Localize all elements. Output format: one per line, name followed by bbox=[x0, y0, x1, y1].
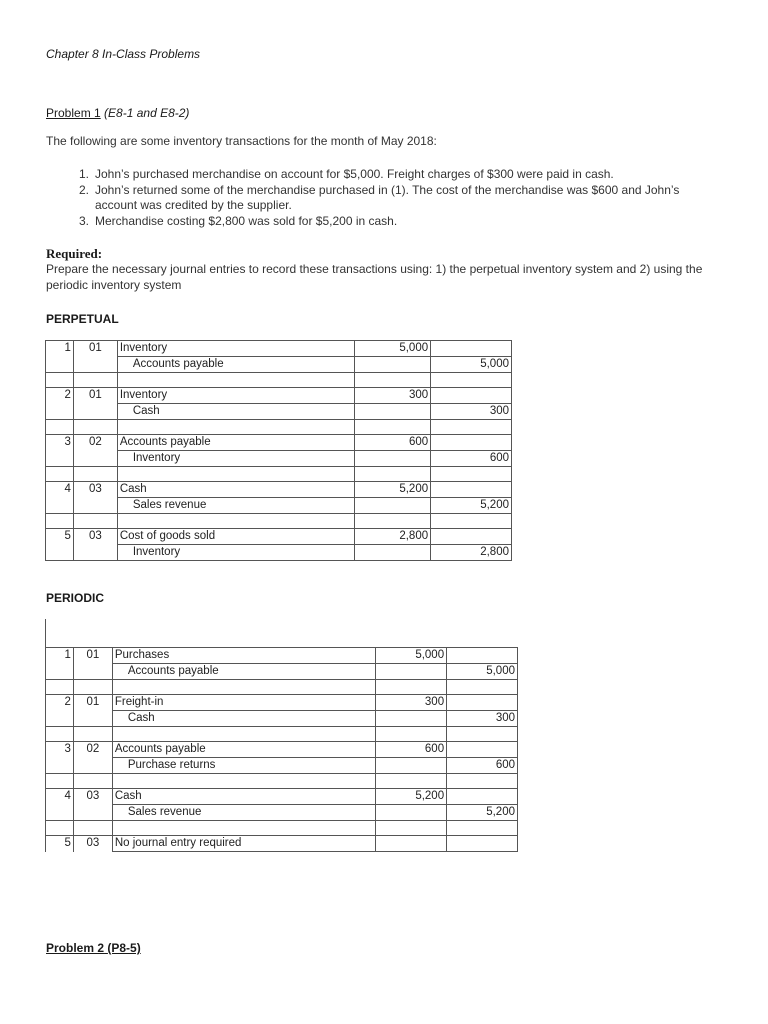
debit-amount: 2,800 bbox=[355, 529, 431, 545]
spacer-cell bbox=[73, 514, 117, 529]
credit-account: Sales revenue bbox=[112, 805, 375, 821]
journal-debit-row bbox=[46, 341, 512, 357]
debit-account: No journal entry required bbox=[112, 836, 375, 852]
entry-date: 02 bbox=[73, 435, 117, 451]
journal-debit-row bbox=[46, 742, 518, 758]
credit-amount: 300 bbox=[431, 404, 512, 420]
credit-amount: 5,000 bbox=[447, 664, 518, 680]
spacer-cell bbox=[376, 727, 447, 742]
journal-debit-row bbox=[46, 482, 512, 498]
required-label: Required: bbox=[46, 246, 103, 261]
debit-blank bbox=[376, 805, 447, 821]
debit-blank bbox=[355, 357, 431, 373]
spacer-cell bbox=[431, 373, 512, 388]
transaction-list bbox=[62, 167, 712, 229]
credit-blank bbox=[431, 341, 512, 357]
debit-amount: 600 bbox=[355, 435, 431, 451]
journal-credit-row bbox=[46, 404, 512, 420]
problem-1-heading bbox=[46, 106, 189, 120]
debit-blank bbox=[376, 711, 447, 727]
debit-blank bbox=[355, 451, 431, 467]
entry-number: 5 bbox=[46, 529, 74, 545]
spacer-cell bbox=[431, 467, 512, 482]
text-cursor bbox=[45, 619, 46, 647]
debit-account: Accounts payable bbox=[117, 435, 354, 451]
entry-number: 2 bbox=[46, 695, 74, 711]
debit-amount: 300 bbox=[355, 388, 431, 404]
spacer-cell bbox=[376, 821, 447, 836]
spacer-cell bbox=[376, 774, 447, 789]
debit-amount: 600 bbox=[376, 742, 447, 758]
credit-account: Cash bbox=[112, 711, 375, 727]
entry-date: 01 bbox=[73, 648, 112, 664]
entry-date: 03 bbox=[73, 482, 117, 498]
debit-account: Freight-in bbox=[112, 695, 375, 711]
journal-credit-row bbox=[46, 545, 512, 561]
spacer-cell bbox=[431, 514, 512, 529]
problem-2-ref: (P8-5) bbox=[107, 941, 141, 955]
entry-date: 01 bbox=[73, 388, 117, 404]
spacer-cell bbox=[46, 514, 74, 529]
entry-date-blank bbox=[73, 451, 117, 467]
journal-credit-row bbox=[46, 711, 518, 727]
credit-amount: 600 bbox=[447, 758, 518, 774]
credit-account: Inventory bbox=[117, 545, 354, 561]
journal-debit-row bbox=[46, 648, 518, 664]
spacer-cell bbox=[46, 373, 74, 388]
debit-amount: 5,200 bbox=[376, 789, 447, 805]
journal-spacer-row bbox=[46, 420, 512, 435]
entry-number-blank bbox=[46, 758, 74, 774]
entry-date: 01 bbox=[73, 341, 117, 357]
entry-number-blank bbox=[46, 711, 74, 727]
credit-blank bbox=[447, 836, 518, 852]
entry-number-blank bbox=[46, 404, 74, 420]
spacer-cell bbox=[73, 774, 112, 789]
entry-date-blank bbox=[73, 498, 117, 514]
credit-amount: 5,200 bbox=[447, 805, 518, 821]
spacer-cell bbox=[46, 420, 74, 435]
list-item bbox=[62, 167, 712, 183]
credit-account: Sales revenue bbox=[117, 498, 354, 514]
entry-date-blank bbox=[73, 545, 117, 561]
entry-date-blank bbox=[73, 711, 112, 727]
credit-account: Accounts payable bbox=[112, 664, 375, 680]
spacer-cell bbox=[46, 774, 74, 789]
debit-blank bbox=[355, 545, 431, 561]
journal-spacer-row bbox=[46, 821, 518, 836]
entry-date: 03 bbox=[73, 836, 112, 852]
entry-number: 3 bbox=[46, 435, 74, 451]
list-item-text: Merchandise costing $2,800 was sold for $5,200 in cash. bbox=[95, 213, 398, 228]
list-item-text: John’s returned some of the merchandise purchased in (1). The cost of the merchandise was $600 and John’s account was credited by the supplier. bbox=[95, 182, 680, 212]
entry-number: 3 bbox=[46, 742, 74, 758]
debit-account: Accounts payable bbox=[112, 742, 375, 758]
spacer-cell bbox=[355, 420, 431, 435]
spacer-cell bbox=[73, 727, 112, 742]
journal-spacer-row bbox=[46, 680, 518, 695]
journal-body bbox=[46, 648, 518, 852]
entry-number-blank bbox=[46, 805, 74, 821]
spacer-cell bbox=[355, 467, 431, 482]
list-item-number: 1. bbox=[78, 167, 89, 181]
journal-debit-row bbox=[46, 695, 518, 711]
journal-credit-row bbox=[46, 664, 518, 680]
spacer-cell bbox=[117, 373, 354, 388]
spacer-cell bbox=[73, 467, 117, 482]
credit-amount: 5,200 bbox=[431, 498, 512, 514]
perpetual-heading: PERPETUAL bbox=[46, 312, 119, 326]
journal-spacer-row bbox=[46, 373, 512, 388]
credit-blank bbox=[447, 648, 518, 664]
problem-1-intro: The following are some inventory transactions for the month of May 2018: bbox=[46, 134, 437, 148]
entry-number: 1 bbox=[46, 648, 74, 664]
debit-blank bbox=[376, 758, 447, 774]
debit-amount bbox=[376, 836, 447, 852]
journal-debit-row bbox=[46, 388, 512, 404]
journal-credit-row bbox=[46, 805, 518, 821]
entry-number: 5 bbox=[46, 836, 74, 852]
credit-blank bbox=[447, 789, 518, 805]
entry-number-blank bbox=[46, 357, 74, 373]
spacer-cell bbox=[376, 680, 447, 695]
journal-debit-row bbox=[46, 836, 518, 852]
credit-blank bbox=[431, 435, 512, 451]
spacer-cell bbox=[431, 420, 512, 435]
credit-blank bbox=[431, 482, 512, 498]
credit-blank bbox=[447, 695, 518, 711]
credit-amount: 600 bbox=[431, 451, 512, 467]
debit-account: Inventory bbox=[117, 388, 354, 404]
journal-debit-row bbox=[46, 789, 518, 805]
journal-credit-row bbox=[46, 498, 512, 514]
spacer-cell bbox=[73, 821, 112, 836]
journal-body bbox=[46, 341, 512, 561]
periodic-journal-table bbox=[45, 647, 518, 852]
required-text: Prepare the necessary journal entries to record these transactions using: 1) the perpetual inventory system and 2) using the periodic inventory system bbox=[46, 262, 703, 292]
spacer-cell bbox=[117, 514, 354, 529]
spacer-cell bbox=[73, 680, 112, 695]
spacer-cell bbox=[112, 680, 375, 695]
credit-account: Accounts payable bbox=[117, 357, 354, 373]
debit-account: Purchases bbox=[112, 648, 375, 664]
problem-1-label: Problem 1 bbox=[46, 106, 101, 120]
problem-2-heading bbox=[46, 941, 141, 955]
entry-date-blank bbox=[73, 758, 112, 774]
journal-credit-row bbox=[46, 357, 512, 373]
credit-amount: 5,000 bbox=[431, 357, 512, 373]
debit-account: Cash bbox=[117, 482, 354, 498]
entry-date-blank bbox=[73, 357, 117, 373]
entry-date: 02 bbox=[73, 742, 112, 758]
spacer-cell bbox=[46, 467, 74, 482]
journal-debit-row bbox=[46, 435, 512, 451]
spacer-cell bbox=[46, 680, 74, 695]
journal-debit-row bbox=[46, 529, 512, 545]
perpetual-journal-table bbox=[45, 340, 512, 561]
credit-account: Inventory bbox=[117, 451, 354, 467]
problem-2-label: Problem 2 bbox=[46, 941, 105, 955]
spacer-cell bbox=[73, 420, 117, 435]
credit-account: Cash bbox=[117, 404, 354, 420]
entry-date-blank bbox=[73, 664, 112, 680]
debit-account: Cash bbox=[112, 789, 375, 805]
document-title: Chapter 8 In-Class Problems bbox=[46, 47, 201, 61]
journal-credit-row bbox=[46, 451, 512, 467]
debit-amount: 300 bbox=[376, 695, 447, 711]
entry-number-blank bbox=[46, 498, 74, 514]
entry-number: 4 bbox=[46, 789, 74, 805]
entry-number-blank bbox=[46, 451, 74, 467]
entry-date-blank bbox=[73, 404, 117, 420]
entry-date-blank bbox=[73, 805, 112, 821]
credit-blank bbox=[447, 742, 518, 758]
spacer-cell bbox=[447, 680, 518, 695]
list-item-number: 3. bbox=[78, 213, 89, 228]
spacer-cell bbox=[117, 420, 354, 435]
spacer-cell bbox=[117, 467, 354, 482]
spacer-cell bbox=[447, 727, 518, 742]
periodic-heading: PERIODIC bbox=[46, 591, 105, 605]
debit-account: Cost of goods sold bbox=[117, 529, 354, 545]
journal-spacer-row bbox=[46, 514, 512, 529]
credit-blank bbox=[431, 529, 512, 545]
spacer-cell bbox=[46, 821, 74, 836]
entry-number: 4 bbox=[46, 482, 74, 498]
spacer-cell bbox=[355, 373, 431, 388]
debit-blank bbox=[355, 498, 431, 514]
entry-date: 01 bbox=[73, 695, 112, 711]
entry-number: 2 bbox=[46, 388, 74, 404]
spacer-cell bbox=[447, 821, 518, 836]
entry-date: 03 bbox=[73, 529, 117, 545]
entry-number: 1 bbox=[46, 341, 74, 357]
debit-blank bbox=[355, 404, 431, 420]
list-item-number: 2. bbox=[78, 182, 89, 197]
debit-blank bbox=[376, 664, 447, 680]
spacer-cell bbox=[73, 373, 117, 388]
problem-1-ref: (E8-1 and E8-2) bbox=[104, 106, 190, 120]
spacer-cell bbox=[112, 821, 375, 836]
credit-blank bbox=[431, 388, 512, 404]
debit-amount: 5,200 bbox=[355, 482, 431, 498]
list-item-text: John’s purchased merchandise on account for $5,000. Freight charges of $300 were paid in cash. bbox=[95, 167, 614, 181]
credit-amount: 300 bbox=[447, 711, 518, 727]
debit-amount: 5,000 bbox=[355, 341, 431, 357]
spacer-cell bbox=[46, 727, 74, 742]
spacer-cell bbox=[355, 514, 431, 529]
spacer-cell bbox=[112, 727, 375, 742]
entry-number-blank bbox=[46, 664, 74, 680]
list-item bbox=[62, 214, 712, 230]
debit-account: Inventory bbox=[117, 341, 354, 357]
spacer-cell bbox=[447, 774, 518, 789]
credit-amount: 2,800 bbox=[431, 545, 512, 561]
journal-spacer-row bbox=[46, 467, 512, 482]
debit-amount: 5,000 bbox=[376, 648, 447, 664]
journal-spacer-row bbox=[46, 774, 518, 789]
list-item bbox=[62, 183, 712, 214]
entry-date: 03 bbox=[73, 789, 112, 805]
entry-number-blank bbox=[46, 545, 74, 561]
spacer-cell bbox=[112, 774, 375, 789]
journal-spacer-row bbox=[46, 727, 518, 742]
journal-credit-row bbox=[46, 758, 518, 774]
credit-account: Purchase returns bbox=[112, 758, 375, 774]
